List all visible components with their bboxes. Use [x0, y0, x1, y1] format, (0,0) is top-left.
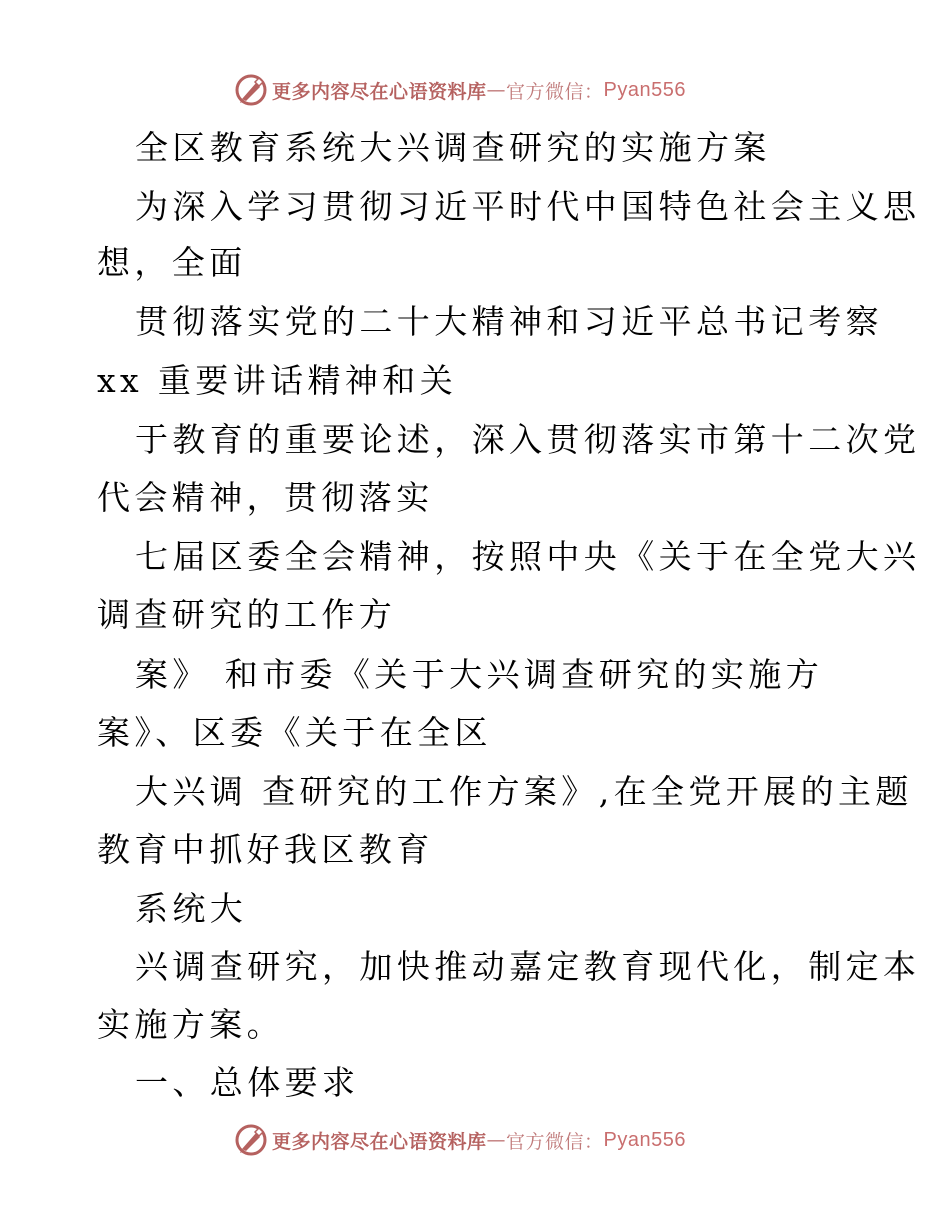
paragraph-line: 想，全面 — [97, 243, 247, 282]
section-heading: 一、总体要求 — [135, 1063, 360, 1102]
watermark-account: Pyan556 — [603, 78, 686, 101]
paragraph-line: 系统大 — [135, 889, 248, 928]
paragraph-line: 兴调查研究，加快推动嘉定教育现代化，制定本 — [135, 947, 921, 986]
watermark-official: 官方微信： — [506, 1130, 604, 1153]
paragraph-line: 案》、区委《关于在全区 — [97, 713, 492, 752]
watermark-separator: — — [486, 79, 507, 101]
paragraph-line: 调查研究的工作方 — [97, 595, 397, 634]
watermark-brand: 更多内容尽在心语资料库 — [272, 80, 487, 103]
paragraph-line: 教育中抓好我区教育 — [97, 830, 434, 869]
paragraph-line: xx 重要讲话精神和关 — [97, 361, 458, 400]
footer-watermark — [0, 1120, 950, 1160]
pen-logo-icon — [234, 73, 268, 107]
watermark-separator: — — [486, 1129, 507, 1151]
paragraph-line: 为深入学习贯彻习近平时代中国特色社会主义思 — [135, 187, 921, 226]
paragraph-line: 案》 和市委《关于大兴调查研究的实施方 — [135, 655, 824, 694]
paragraph-line: 于教育的重要论述，深入贯彻落实市第十二次党 — [135, 420, 921, 459]
paragraph-line: 代会精神，贯彻落实 — [97, 478, 434, 517]
paragraph-line: 贯彻落实党的二十大精神和习近平总书记考察 — [135, 302, 883, 341]
header-watermark — [0, 70, 950, 110]
paragraph-line: 七届区委全会精神，按照中央《关于在全党大兴 — [135, 537, 921, 576]
watermark-brand: 更多内容尽在心语资料库 — [272, 1130, 487, 1153]
document-title: 全区教育系统大兴调查研究的实施方案 — [135, 128, 771, 167]
paragraph-line: 实施方案。 — [97, 1005, 284, 1044]
watermark-official: 官方微信： — [506, 80, 604, 103]
watermark-account: Pyan556 — [603, 1128, 686, 1151]
paragraph-line: 大兴调 查研究的工作方案》,在全党开展的主题 — [135, 772, 913, 811]
pen-logo-icon — [234, 1123, 268, 1157]
